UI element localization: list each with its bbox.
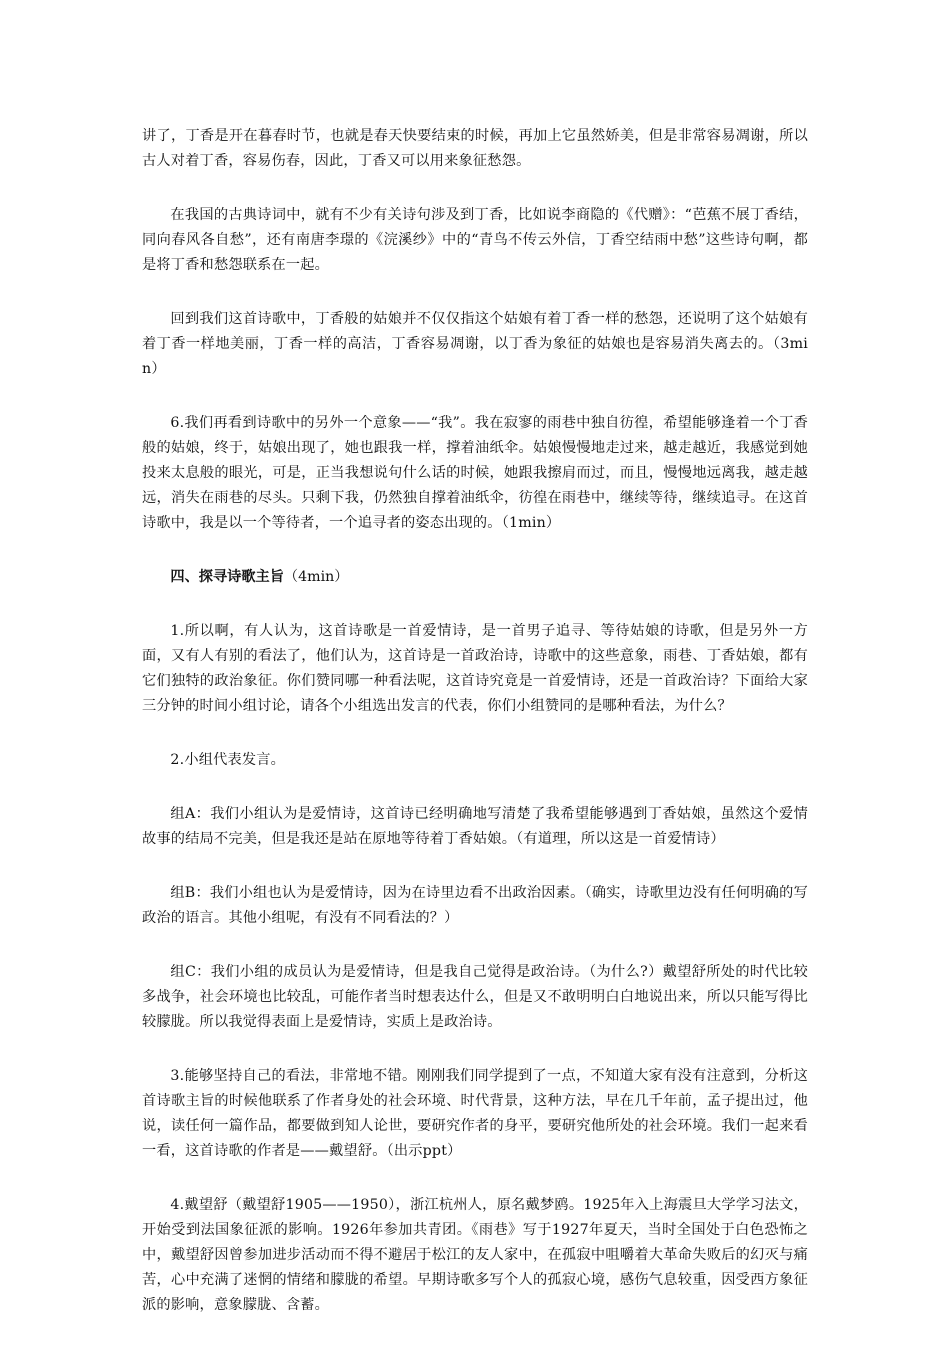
section-heading-note: （4min）	[283, 569, 349, 585]
paragraph-author-bio: 4.戴望舒（戴望舒1905——1950），浙江杭州人，原名戴梦鸥。1925年入上海震旦大学学习法文，开始受到法国象征派的影响。1926年参加共青团。《雨巷》写于1927年夏天，当时全国处于白色恐怖之中，戴望舒因曾参加进步活动而不得不避居于松江的友人家中，在孤寂中咀嚼着大革命失败后的幻灭与痛苦，心中充满了迷惘的情绪和朦胧的希望。早期诗歌多写个人的孤寂心境，感伤气息较重，因受西方象征派的影响，意象朦胧、含蓄。	[142, 1197, 808, 1313]
paragraph-group-b: 组B：我们小组也认为是爱情诗，因为在诗里边看不出政治因素。（确实，诗歌里边没有任何明确的写政治的语言。其他小组呢，有没有不同看法的？）	[142, 885, 808, 926]
document-page	[142, 124, 808, 1347]
paragraph-group-speech: 2.小组代表发言。	[170, 752, 286, 768]
section-heading	[142, 565, 808, 590]
paragraph-group-a: 组A：我们小组认为是爱情诗，这首诗已经明确地写清楚了我希望能够遇到丁香姑娘，虽然这个爱情故事的结局不完美，但是我还是站在原地等待着丁香姑娘。（有道理，所以这是一首爱情诗）	[142, 806, 808, 847]
section-heading-title: 四、探寻诗歌主旨	[170, 569, 284, 585]
paragraph-lilac-meaning: 讲了，丁香是开在暮春时节，也就是春天快要结束的时候，再加上它虽然娇美，但是非常容易凋谢，所以古人对着丁香，容易伤春，因此，丁香又可以用来象征愁怨。	[142, 128, 808, 169]
paragraph-group-c: 组C：我们小组的成员认为是爱情诗，但是我自己觉得是政治诗。（为什么?）戴望舒所处的时代比较多战争，社会环境也比较乱，可能作者当时想表达什么，但是又不敢明明白白地说出来，所以只能写得比较朦胧。所以我觉得表面上是爱情诗，实质上是政治诗。	[142, 964, 808, 1030]
paragraph-lilac-girl: 回到我们这首诗歌中，丁香般的姑娘并不仅仅指这个姑娘有着丁香一样的愁怨，还说明了这个姑娘有着丁香一样地美丽，丁香一样的高洁，丁香容易凋谢，以丁香为象征的姑娘也是容易消失离去的。（3min）	[142, 311, 808, 377]
paragraph-image-me: 6.我们再看到诗歌中的另外一个意象——“我”。我在寂寥的雨巷中独自彷徨，希望能够逢着一个丁香般的姑娘，终于，姑娘出现了，她也跟我一样，撑着油纸伞。姑娘慢慢地走过来，越走越近，我感觉到她投来太息般的眼光，可是，正当我想说句什么话的时候，她跟我擦肩而过，而且，慢慢地远离我，越走越远，消失在雨巷的尽头。只剩下我，仍然独自撑着油纸伞，彷徨在雨巷中，继续等待，继续追寻。在这首诗歌中，我是以一个等待者，一个追寻者的姿态出现的。（1min）	[142, 415, 808, 531]
paragraph-love-or-politics: 1.所以啊，有人认为，这首诗歌是一首爱情诗，是一首男子追寻、等待姑娘的诗歌，但是另外一方面，又有人有别的看法了，他们认为，这首诗是一首政治诗，诗歌中的这些意象，雨巷、丁香姑娘，都有它们独特的政治象征。你们赞同哪一种看法呢，这首诗究竟是一首爱情诗，还是一首政治诗？下面给大家三分钟的时间小组讨论，请各个小组选出发言的代表，你们小组赞同的是哪种看法，为什么？	[142, 623, 808, 714]
paragraph-classical-poems: 在我国的古典诗词中，就有不少有关诗句涉及到丁香，比如说李商隐的《代赠》：“芭蕉不展丁香结，同向春风各自愁”，还有南唐李璟的《浣溪纱》中的“青鸟不传云外信，丁香空结雨中愁”这些诗句啊，都是将丁香和愁怨联系在一起。	[142, 207, 808, 273]
paragraph-know-author: 3.能够坚持自己的看法，非常地不错。刚刚我们同学提到了一点，不知道大家有没有注意到，分析这首诗歌主旨的时候他联系了作者身处的社会环境、时代背景，这种方法，早在几千年前，孟子提出过，他说，读任何一篇作品，都要做到知人论世，要研究作者的身平，要研究他所处的社会环境。我们一起来看一看，这首诗歌的作者是——戴望舒。（出示ppt）	[142, 1068, 808, 1159]
